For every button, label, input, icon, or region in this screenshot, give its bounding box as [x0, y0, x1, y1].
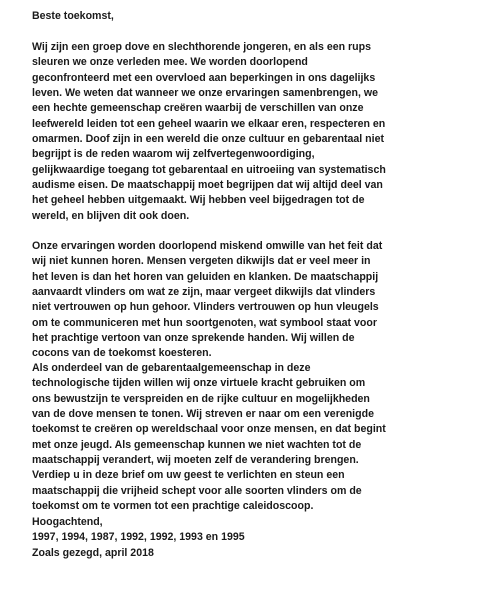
paragraph-2: [32, 239, 382, 362]
paragraph-line: leven. We weten dat wanneer we onze ervaringen samenbrengen, we: [32, 87, 378, 100]
closing-line: Zoals gezegd, april 2018: [32, 546, 154, 559]
paragraph-line: het prachtige vertoon van onze sprekende handen. Wij willen de: [32, 332, 355, 345]
paragraph-line: met onze jeugd. Als gemeenschap kunnen we niet wachten tot de: [32, 438, 362, 451]
paragraph-line: cocons van de toekomst koesteren.: [32, 347, 212, 360]
paragraph-line: een hechte gemeenschap creëren waarbij de verschillen van onze: [32, 102, 364, 115]
paragraph-line: toekomst om te vormen tot een prachtige caleidoscoop.: [32, 500, 314, 513]
paragraph-line: ons bewustzijn te verspreiden en de rijke cultuur en mogelijkheden: [32, 392, 370, 405]
letter-salutation: [32, 9, 114, 24]
paragraph-line: wereld, en blijven dit ook doen.: [32, 209, 190, 222]
closing-line: Hoogachtend,: [32, 516, 103, 528]
paragraph-line: niet vertrouwen op hun gehoor. Vlinders vertrouwen op hun vleugels: [32, 301, 379, 314]
paragraph-line: audisme eisen. De maatschappij moet begrijpen dat wij altijd deel van: [32, 179, 383, 192]
paragraph-1: [32, 40, 386, 224]
salutation-line: Beste toekomst,: [32, 10, 114, 22]
paragraph-line: aanvaardt vlinders om wat ze zijn, maar vergeet dikwijls dat vlinders: [32, 286, 376, 299]
letter-closing: [32, 515, 245, 561]
paragraph-line: technologische tijden willen wij onze virtuele kracht gebruiken om: [32, 377, 366, 390]
paragraph-line: geconfronteerd met een overvloed aan beperkingen in ons dagelijks: [32, 71, 376, 84]
paragraph-line: maatschappij verandert, wij moeten zelf de verandering brengen.: [32, 454, 359, 467]
paragraph-3: [32, 361, 386, 514]
paragraph-line: wij niet kunnen horen. Mensen vergeten dikwijls dat er veel meer in: [32, 255, 371, 268]
paragraph-line: sleuren we onze verleden mee. We worden doorlopend: [32, 56, 308, 69]
paragraph-line: van de dove mensen te tonen. Wij streven er naar om een verenigde: [32, 408, 374, 421]
paragraph-line: Onze ervaringen worden doorlopend miskend omwille van het feit dat: [32, 240, 383, 252]
paragraph-line: toekomst te creëren op wereldschaal voor onze mensen, en dat begint: [32, 423, 386, 436]
paragraph-line: leefwereld leiden tot een geheel waarin we elkaar eren, respecteren en: [32, 117, 386, 130]
paragraph-line: het geheel hebben uitgemaakt. Wij hebben veel bijgedragen tot de: [32, 194, 365, 207]
paragraph-line: het leven is dan het horen van geluiden en klanken. De maatschappij: [32, 270, 379, 283]
paragraph-line: gelijkwaardige toegang tot gebarentaal en uitroeiing van systematisch: [32, 163, 386, 176]
paragraph-line: maatschappij die vrijheid schept voor alle soorten vlinders om de: [32, 484, 362, 497]
paragraph-line: Verdiep u in deze brief om uw geest te verlichten en steun een: [32, 469, 345, 482]
paragraph-line: Als onderdeel van de gebarentaalgemeenschap in deze: [32, 362, 311, 374]
paragraph-line: Wij zijn een groep dove en slechthorende jongeren, en als een rups: [32, 41, 371, 53]
paragraph-line: om te communiceren met hun soortgenoten, wat symbool staat voor: [32, 316, 377, 329]
closing-line: 1997, 1994, 1987, 1992, 1992, 1993 en 1995: [32, 531, 245, 544]
paragraph-line: begrijpt is de reden waarom wij zelfvertegenwoordiging,: [32, 148, 315, 161]
paragraph-line: omarmen. Doof zijn in een wereld die onze cultuur en gebarentaal niet: [32, 133, 385, 146]
